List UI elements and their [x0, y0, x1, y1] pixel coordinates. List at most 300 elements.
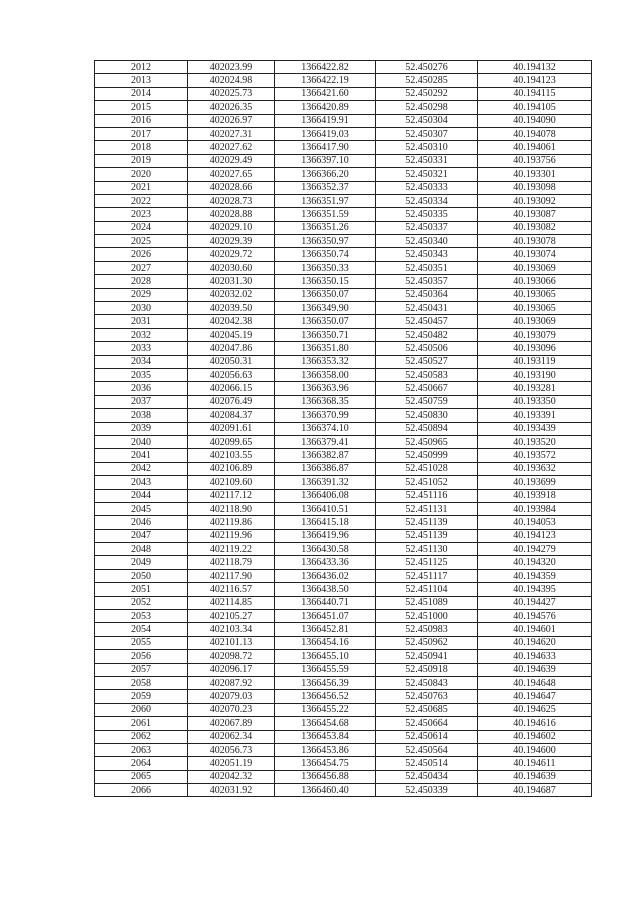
latitude-cell: 52.450759 — [376, 395, 478, 408]
point-number-cell: 2064 — [95, 757, 188, 770]
northing-cell: 1366350.74 — [275, 248, 376, 261]
table-row — [95, 583, 592, 596]
easting-cell: 402031.30 — [188, 275, 275, 288]
table-row — [95, 529, 592, 542]
table-row — [95, 556, 592, 569]
longitude-cell: 40.194601 — [478, 623, 592, 636]
longitude-cell: 40.193281 — [478, 382, 592, 395]
latitude-cell: 52.450337 — [376, 221, 478, 234]
table-row — [95, 770, 592, 783]
easting-cell: 402117.12 — [188, 489, 275, 502]
point-number-cell: 2022 — [95, 194, 188, 207]
northing-cell: 1366363.96 — [275, 382, 376, 395]
table-row — [95, 181, 592, 194]
point-number-cell: 2036 — [95, 382, 188, 395]
table-row — [95, 141, 592, 154]
point-number-cell: 2065 — [95, 770, 188, 783]
longitude-cell: 40.194053 — [478, 516, 592, 529]
table-row — [95, 235, 592, 248]
northing-cell: 1366456.39 — [275, 676, 376, 689]
northing-cell: 1366420.89 — [275, 101, 376, 114]
northing-cell: 1366419.91 — [275, 114, 376, 127]
latitude-cell: 52.450482 — [376, 328, 478, 341]
northing-cell: 1366415.18 — [275, 516, 376, 529]
longitude-cell: 40.193065 — [478, 302, 592, 315]
easting-cell: 402079.03 — [188, 690, 275, 703]
point-number-cell: 2031 — [95, 315, 188, 328]
point-number-cell: 2033 — [95, 342, 188, 355]
northing-cell: 1366453.84 — [275, 730, 376, 743]
latitude-cell: 52.450276 — [376, 61, 478, 74]
longitude-cell: 40.194625 — [478, 703, 592, 716]
latitude-cell: 52.450457 — [376, 315, 478, 328]
longitude-cell: 40.194639 — [478, 663, 592, 676]
easting-cell: 402028.88 — [188, 208, 275, 221]
latitude-cell: 52.450962 — [376, 636, 478, 649]
longitude-cell: 40.193632 — [478, 462, 592, 475]
northing-cell: 1366456.88 — [275, 770, 376, 783]
latitude-cell: 52.450983 — [376, 623, 478, 636]
northing-cell: 1366454.68 — [275, 717, 376, 730]
table-row — [95, 101, 592, 114]
longitude-cell: 40.194105 — [478, 101, 592, 114]
longitude-cell: 40.193087 — [478, 208, 592, 221]
table-row — [95, 663, 592, 676]
table-row — [95, 154, 592, 167]
easting-cell: 402087.92 — [188, 676, 275, 689]
easting-cell: 402029.72 — [188, 248, 275, 261]
table-row — [95, 784, 592, 797]
longitude-cell: 40.193066 — [478, 275, 592, 288]
table-row — [95, 342, 592, 355]
easting-cell: 402031.92 — [188, 784, 275, 797]
point-number-cell: 2021 — [95, 181, 188, 194]
latitude-cell: 52.450763 — [376, 690, 478, 703]
northing-cell: 1366350.07 — [275, 288, 376, 301]
easting-cell: 402119.96 — [188, 529, 275, 542]
point-number-cell: 2012 — [95, 61, 188, 74]
latitude-cell: 52.450965 — [376, 435, 478, 448]
northing-cell: 1366433.36 — [275, 556, 376, 569]
easting-cell: 402067.89 — [188, 717, 275, 730]
latitude-cell: 52.450331 — [376, 154, 478, 167]
point-number-cell: 2059 — [95, 690, 188, 703]
easting-cell: 402030.60 — [188, 261, 275, 274]
easting-cell: 402091.61 — [188, 422, 275, 435]
longitude-cell: 40.193119 — [478, 355, 592, 368]
northing-cell: 1366351.80 — [275, 342, 376, 355]
point-number-cell: 2023 — [95, 208, 188, 221]
table-row — [95, 476, 592, 489]
easting-cell: 402118.90 — [188, 502, 275, 515]
longitude-cell: 40.193572 — [478, 449, 592, 462]
northing-cell: 1366382.87 — [275, 449, 376, 462]
latitude-cell: 52.450334 — [376, 194, 478, 207]
latitude-cell: 52.450335 — [376, 208, 478, 221]
easting-cell: 402119.22 — [188, 543, 275, 556]
northing-cell: 1366351.97 — [275, 194, 376, 207]
point-number-cell: 2025 — [95, 235, 188, 248]
latitude-cell: 52.451139 — [376, 529, 478, 542]
point-number-cell: 2032 — [95, 328, 188, 341]
latitude-cell: 52.450664 — [376, 717, 478, 730]
table-row — [95, 569, 592, 582]
northing-cell: 1366351.26 — [275, 221, 376, 234]
point-number-cell: 2044 — [95, 489, 188, 502]
latitude-cell: 52.450667 — [376, 382, 478, 395]
point-number-cell: 2046 — [95, 516, 188, 529]
longitude-cell: 40.193350 — [478, 395, 592, 408]
latitude-cell: 52.450583 — [376, 368, 478, 381]
point-number-cell: 2043 — [95, 476, 188, 489]
easting-cell: 402118.79 — [188, 556, 275, 569]
latitude-cell: 52.451116 — [376, 489, 478, 502]
longitude-cell: 40.193984 — [478, 502, 592, 515]
easting-cell: 402042.38 — [188, 315, 275, 328]
easting-cell: 402066.15 — [188, 382, 275, 395]
northing-cell: 1366455.22 — [275, 703, 376, 716]
table-row — [95, 275, 592, 288]
point-number-cell: 2018 — [95, 141, 188, 154]
northing-cell: 1366358.00 — [275, 368, 376, 381]
longitude-cell: 40.193069 — [478, 315, 592, 328]
northing-cell: 1366436.02 — [275, 569, 376, 582]
point-number-cell: 2052 — [95, 596, 188, 609]
easting-cell: 402105.27 — [188, 610, 275, 623]
easting-cell: 402032.02 — [188, 288, 275, 301]
latitude-cell: 52.450304 — [376, 114, 478, 127]
northing-cell: 1366451.07 — [275, 610, 376, 623]
northing-cell: 1366453.86 — [275, 743, 376, 756]
longitude-cell: 40.193092 — [478, 194, 592, 207]
latitude-cell: 52.450830 — [376, 409, 478, 422]
latitude-cell: 52.450514 — [376, 757, 478, 770]
easting-cell: 402029.10 — [188, 221, 275, 234]
longitude-cell: 40.194061 — [478, 141, 592, 154]
northing-cell: 1366368.35 — [275, 395, 376, 408]
northing-cell: 1366422.19 — [275, 74, 376, 87]
longitude-cell: 40.194620 — [478, 636, 592, 649]
latitude-cell: 52.450285 — [376, 74, 478, 87]
longitude-cell: 40.193918 — [478, 489, 592, 502]
table-row — [95, 194, 592, 207]
table-row — [95, 703, 592, 716]
northing-cell: 1366352.37 — [275, 181, 376, 194]
northing-cell: 1366374.10 — [275, 422, 376, 435]
latitude-cell: 52.450564 — [376, 743, 478, 756]
point-number-cell: 2040 — [95, 435, 188, 448]
table-row — [95, 208, 592, 221]
table-row — [95, 74, 592, 87]
longitude-cell: 40.194078 — [478, 127, 592, 140]
easting-cell: 402026.35 — [188, 101, 275, 114]
easting-cell: 402062.34 — [188, 730, 275, 743]
northing-cell: 1366460.40 — [275, 784, 376, 797]
latitude-cell: 52.450999 — [376, 449, 478, 462]
longitude-cell: 40.193439 — [478, 422, 592, 435]
latitude-cell: 52.450321 — [376, 168, 478, 181]
latitude-cell: 52.450310 — [376, 141, 478, 154]
point-number-cell: 2045 — [95, 502, 188, 515]
latitude-cell: 52.451131 — [376, 502, 478, 515]
longitude-cell: 40.193520 — [478, 435, 592, 448]
point-number-cell: 2026 — [95, 248, 188, 261]
easting-cell: 402027.65 — [188, 168, 275, 181]
longitude-cell: 40.193301 — [478, 168, 592, 181]
latitude-cell: 52.450340 — [376, 235, 478, 248]
point-number-cell: 2035 — [95, 368, 188, 381]
table-row — [95, 315, 592, 328]
table-row — [95, 449, 592, 462]
table-row — [95, 114, 592, 127]
northing-cell: 1366422.82 — [275, 61, 376, 74]
easting-cell: 402106.89 — [188, 462, 275, 475]
table-row — [95, 61, 592, 74]
point-number-cell: 2013 — [95, 74, 188, 87]
northing-cell: 1366438.50 — [275, 583, 376, 596]
point-number-cell: 2066 — [95, 784, 188, 797]
latitude-cell: 52.450292 — [376, 87, 478, 100]
point-number-cell: 2049 — [95, 556, 188, 569]
latitude-cell: 52.450357 — [376, 275, 478, 288]
northing-cell: 1366419.03 — [275, 127, 376, 140]
latitude-cell: 52.451104 — [376, 583, 478, 596]
northing-cell: 1366379.41 — [275, 435, 376, 448]
point-number-cell: 2039 — [95, 422, 188, 435]
longitude-cell: 40.194123 — [478, 529, 592, 542]
table-row — [95, 730, 592, 743]
longitude-cell: 40.193190 — [478, 368, 592, 381]
table-row — [95, 596, 592, 609]
northing-cell: 1366454.16 — [275, 636, 376, 649]
point-number-cell: 2027 — [95, 261, 188, 274]
longitude-cell: 40.194611 — [478, 757, 592, 770]
latitude-cell: 52.450918 — [376, 663, 478, 676]
point-number-cell: 2041 — [95, 449, 188, 462]
latitude-cell: 52.450434 — [376, 770, 478, 783]
easting-cell: 402119.86 — [188, 516, 275, 529]
latitude-cell: 52.450351 — [376, 261, 478, 274]
easting-cell: 402101.13 — [188, 636, 275, 649]
longitude-cell: 40.194648 — [478, 676, 592, 689]
table-row — [95, 368, 592, 381]
latitude-cell: 52.450364 — [376, 288, 478, 301]
easting-cell: 402042.32 — [188, 770, 275, 783]
table-row — [95, 422, 592, 435]
table-row — [95, 690, 592, 703]
point-number-cell: 2062 — [95, 730, 188, 743]
northing-cell: 1366454.75 — [275, 757, 376, 770]
point-number-cell: 2038 — [95, 409, 188, 422]
latitude-cell: 52.450333 — [376, 181, 478, 194]
easting-cell: 402050.31 — [188, 355, 275, 368]
longitude-cell: 40.193069 — [478, 261, 592, 274]
latitude-cell: 52.450614 — [376, 730, 478, 743]
table-row — [95, 717, 592, 730]
easting-cell: 402056.63 — [188, 368, 275, 381]
point-number-cell: 2028 — [95, 275, 188, 288]
latitude-cell: 52.450307 — [376, 127, 478, 140]
coordinates-table — [94, 60, 592, 797]
easting-cell: 402027.31 — [188, 127, 275, 140]
longitude-cell: 40.194427 — [478, 596, 592, 609]
easting-cell: 402029.39 — [188, 235, 275, 248]
table-row — [95, 435, 592, 448]
northing-cell: 1366350.15 — [275, 275, 376, 288]
point-number-cell: 2060 — [95, 703, 188, 716]
longitude-cell: 40.194600 — [478, 743, 592, 756]
northing-cell: 1366349.90 — [275, 302, 376, 315]
latitude-cell: 52.450431 — [376, 302, 478, 315]
latitude-cell: 52.451117 — [376, 569, 478, 582]
longitude-cell: 40.194132 — [478, 61, 592, 74]
latitude-cell: 52.450685 — [376, 703, 478, 716]
longitude-cell: 40.194639 — [478, 770, 592, 783]
longitude-cell: 40.194123 — [478, 74, 592, 87]
point-number-cell: 2051 — [95, 583, 188, 596]
latitude-cell: 52.450941 — [376, 650, 478, 663]
easting-cell: 402047.86 — [188, 342, 275, 355]
point-number-cell: 2063 — [95, 743, 188, 756]
table-row — [95, 395, 592, 408]
easting-cell: 402076.49 — [188, 395, 275, 408]
easting-cell: 402028.73 — [188, 194, 275, 207]
point-number-cell: 2061 — [95, 717, 188, 730]
northing-cell: 1366350.33 — [275, 261, 376, 274]
point-number-cell: 2037 — [95, 395, 188, 408]
northing-cell: 1366421.60 — [275, 87, 376, 100]
longitude-cell: 40.193078 — [478, 235, 592, 248]
table-row — [95, 650, 592, 663]
longitude-cell: 40.194633 — [478, 650, 592, 663]
easting-cell: 402096.17 — [188, 663, 275, 676]
table-row — [95, 328, 592, 341]
table-row — [95, 636, 592, 649]
northing-cell: 1366455.10 — [275, 650, 376, 663]
point-number-cell: 2019 — [95, 154, 188, 167]
longitude-cell: 40.194616 — [478, 717, 592, 730]
northing-cell: 1366440.71 — [275, 596, 376, 609]
latitude-cell: 52.450843 — [376, 676, 478, 689]
point-number-cell: 2056 — [95, 650, 188, 663]
easting-cell: 402109.60 — [188, 476, 275, 489]
latitude-cell: 52.451052 — [376, 476, 478, 489]
longitude-cell: 40.194602 — [478, 730, 592, 743]
latitude-cell: 52.450894 — [376, 422, 478, 435]
point-number-cell: 2058 — [95, 676, 188, 689]
latitude-cell: 52.451028 — [376, 462, 478, 475]
longitude-cell: 40.193391 — [478, 409, 592, 422]
easting-cell: 402056.73 — [188, 743, 275, 756]
table-row — [95, 489, 592, 502]
longitude-cell: 40.193699 — [478, 476, 592, 489]
latitude-cell: 52.450506 — [376, 342, 478, 355]
longitude-cell: 40.193082 — [478, 221, 592, 234]
longitude-cell: 40.193098 — [478, 181, 592, 194]
easting-cell: 402023.99 — [188, 61, 275, 74]
table-row — [95, 409, 592, 422]
easting-cell: 402084.37 — [188, 409, 275, 422]
table-row — [95, 302, 592, 315]
longitude-cell: 40.194687 — [478, 784, 592, 797]
point-number-cell: 2030 — [95, 302, 188, 315]
easting-cell: 402025.73 — [188, 87, 275, 100]
easting-cell: 402117.90 — [188, 569, 275, 582]
table-row — [95, 623, 592, 636]
point-number-cell: 2055 — [95, 636, 188, 649]
easting-cell: 402039.50 — [188, 302, 275, 315]
table-row — [95, 610, 592, 623]
table-row — [95, 288, 592, 301]
northing-cell: 1366410.51 — [275, 502, 376, 515]
point-number-cell: 2057 — [95, 663, 188, 676]
table-row — [95, 355, 592, 368]
easting-cell: 402114.85 — [188, 596, 275, 609]
point-number-cell: 2053 — [95, 610, 188, 623]
coordinates-table-body — [95, 61, 592, 797]
table-row — [95, 261, 592, 274]
latitude-cell: 52.451000 — [376, 610, 478, 623]
point-number-cell: 2014 — [95, 87, 188, 100]
easting-cell: 402029.49 — [188, 154, 275, 167]
table-row — [95, 743, 592, 756]
latitude-cell: 52.450343 — [376, 248, 478, 261]
longitude-cell: 40.194115 — [478, 87, 592, 100]
point-number-cell: 2020 — [95, 168, 188, 181]
point-number-cell: 2042 — [95, 462, 188, 475]
point-number-cell: 2048 — [95, 543, 188, 556]
table-row — [95, 221, 592, 234]
northing-cell: 1366350.71 — [275, 328, 376, 341]
northing-cell: 1366452.81 — [275, 623, 376, 636]
latitude-cell: 52.451130 — [376, 543, 478, 556]
northing-cell: 1366419.96 — [275, 529, 376, 542]
northing-cell: 1366353.32 — [275, 355, 376, 368]
point-number-cell: 2029 — [95, 288, 188, 301]
easting-cell: 402070.23 — [188, 703, 275, 716]
longitude-cell: 40.193074 — [478, 248, 592, 261]
northing-cell: 1366455.59 — [275, 663, 376, 676]
table-row — [95, 676, 592, 689]
table-row — [95, 168, 592, 181]
table-row — [95, 757, 592, 770]
longitude-cell: 40.193079 — [478, 328, 592, 341]
longitude-cell: 40.194320 — [478, 556, 592, 569]
easting-cell: 402098.72 — [188, 650, 275, 663]
table-row — [95, 382, 592, 395]
easting-cell: 402103.55 — [188, 449, 275, 462]
northing-cell: 1366386.87 — [275, 462, 376, 475]
longitude-cell: 40.194395 — [478, 583, 592, 596]
point-number-cell: 2017 — [95, 127, 188, 140]
easting-cell: 402027.62 — [188, 141, 275, 154]
table-row — [95, 127, 592, 140]
longitude-cell: 40.193065 — [478, 288, 592, 301]
northing-cell: 1366391.32 — [275, 476, 376, 489]
northing-cell: 1366397.10 — [275, 154, 376, 167]
easting-cell: 402045.19 — [188, 328, 275, 341]
latitude-cell: 52.451139 — [376, 516, 478, 529]
table-row — [95, 248, 592, 261]
longitude-cell: 40.194647 — [478, 690, 592, 703]
easting-cell: 402026.97 — [188, 114, 275, 127]
point-number-cell: 2050 — [95, 569, 188, 582]
longitude-cell: 40.194359 — [478, 569, 592, 582]
point-number-cell: 2016 — [95, 114, 188, 127]
point-number-cell: 2054 — [95, 623, 188, 636]
longitude-cell: 40.194576 — [478, 610, 592, 623]
northing-cell: 1366406.08 — [275, 489, 376, 502]
